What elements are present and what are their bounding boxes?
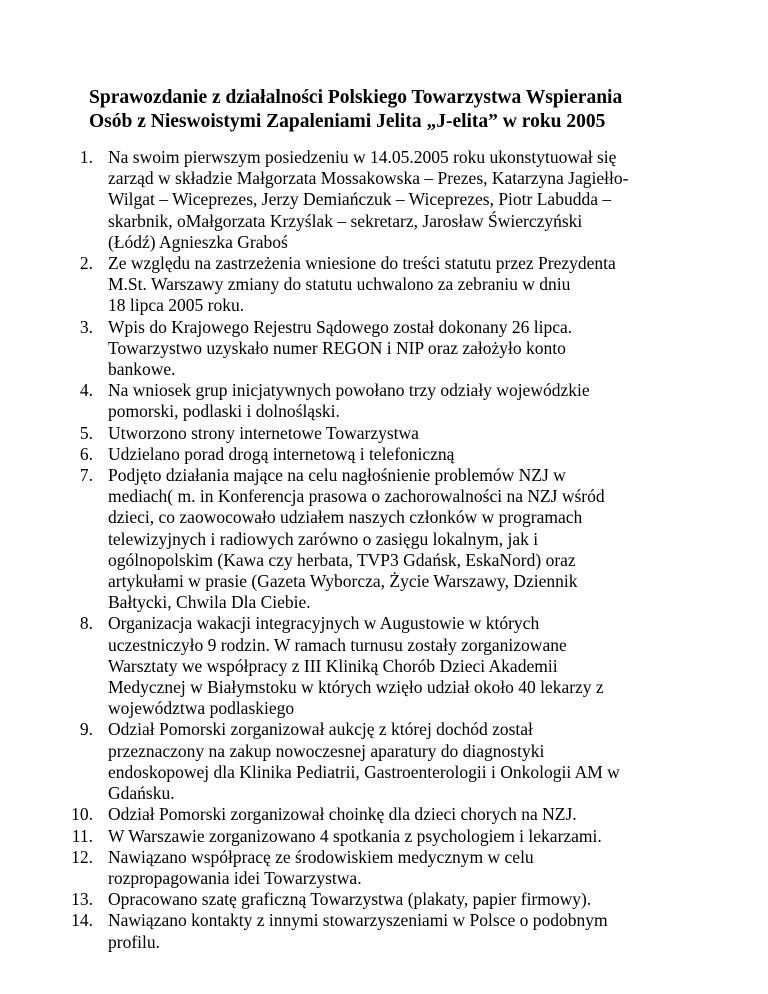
activity-item-text	[108, 317, 768, 381]
activity-item-text	[108, 253, 768, 317]
activity-item-line: Medycznej w Białymstoku w których wzięło udział około 40 lekarzy z	[108, 677, 604, 698]
activity-item-line: Odział Pomorski zorganizował choinkę dla dzieci chorych na NZJ.	[108, 804, 577, 825]
activity-item-text	[108, 444, 768, 465]
activity-item	[0, 253, 768, 317]
activity-item-line: Utworzono strony internetowe Towarzystwa	[108, 422, 419, 443]
activity-item-line: Wpis do Krajowego Rejestru Sądowego został dokonany 26 lipca.	[108, 316, 573, 337]
activity-item	[0, 826, 768, 847]
activity-item-line: bankowe.	[108, 359, 176, 380]
activity-item-text	[108, 423, 768, 444]
activity-item-text	[108, 380, 768, 422]
activity-item-line: Na swoim pierwszym posiedzeniu w 14.05.2005 roku ukonstytuował się	[108, 147, 617, 167]
activity-item-line: Nawiązano kontakty z innymi stowarzyszeniami w Polsce o podobnym	[108, 910, 608, 931]
activity-item-number: 12.	[71, 846, 93, 867]
activity-item	[0, 889, 768, 910]
activity-item-line: Bałtycki, Chwila Dla Ciebie.	[108, 592, 311, 613]
activity-item-number: 7.	[79, 465, 93, 486]
activity-item-line: endoskopowej dla Klinika Pediatrii, Gastroenterologii i Onkologii AM w	[108, 761, 620, 782]
activity-item-number: 6.	[79, 443, 93, 464]
activity-item-number: 10.	[71, 804, 93, 825]
activity-item	[0, 613, 768, 719]
activity-item-line: zarząd w składzie Małgorzata Mossakowska – Prezes, Katarzyna Jagiełło-	[108, 168, 629, 189]
activity-item-text	[108, 804, 768, 825]
activity-item-line: M.St. Warszawy zmiany do statutu uchwalono za zebraniu w dniu	[108, 274, 571, 295]
activity-item-text	[108, 910, 768, 952]
activity-item-line: W Warszawie zorganizowano 4 spotkania z psychologiem i lekarzami.	[108, 825, 602, 846]
activity-item-line: mediach( m. in Konferencja prasowa o zachorowalności na NZJ wśród	[108, 486, 605, 507]
activity-item-line: Organizacja wakacji integracyjnych w Augustowie w których	[108, 613, 540, 634]
activity-item-line: profilu.	[108, 931, 161, 952]
activity-item-line: Towarzystwo uzyskało numer REGON i NIP oraz założyło konto	[108, 337, 566, 358]
activity-item-number: 1.	[79, 147, 93, 167]
activity-item-text	[108, 613, 768, 719]
activity-item-line: Podjęto działania mające na celu nagłośnienie problemów NZJ w	[108, 465, 566, 486]
activity-item	[0, 910, 768, 952]
activity-item	[0, 380, 768, 422]
activity-item-line: skarbnik, oMałgorzata Krzyślak – sekretarz, Jarosław Świerczyński	[108, 210, 583, 231]
activity-item-number: 11.	[71, 825, 93, 846]
activity-item-line: 18 lipca 2005 roku.	[108, 295, 245, 316]
activity-item	[0, 465, 768, 613]
activity-item	[0, 719, 768, 804]
document-title-line: Sprawozdanie z działalności Polskiego Towarzystwa Wspierania	[89, 87, 623, 108]
activity-item	[0, 847, 768, 889]
activity-item-line: ogólnopolskim (Kawa czy herbata, TVP3 Gdańsk, EskaNord) oraz	[108, 549, 576, 570]
activity-item-number: 2.	[79, 253, 93, 274]
activity-item	[0, 317, 768, 381]
activity-list	[0, 147, 768, 953]
activity-item-line: Ze względu na zastrzeżenia wniesione do treści statutu przez Prezydenta	[108, 253, 616, 274]
activity-item-line: Gdańsku.	[108, 783, 175, 804]
activity-item-line: uczestniczyło 9 rodzin. W ramach turnusu zostały zorganizowane	[108, 634, 567, 655]
activity-item-line: Wilgat – Wiceprezes, Jerzy Demiańczuk – Wiceprezes, Piotr Labudda –	[108, 189, 612, 210]
activity-item	[0, 423, 768, 444]
activity-item-line: Opracowano szatę graficzną Towarzystwa (plakaty, papier firmowy).	[108, 889, 592, 910]
activity-item-line: Odział Pomorski zorganizował aukcję z której dochód został	[108, 719, 533, 740]
document-title	[89, 86, 709, 134]
activity-item-line: (Łódź) Agnieszka Graboś	[108, 231, 288, 252]
activity-item	[0, 804, 768, 825]
activity-item-text	[108, 826, 768, 847]
activity-item-number: 5.	[79, 422, 93, 443]
activity-item-line: telewizyjnych i radiowych zarówno o zasięgu lokalnym, jak i	[108, 528, 539, 549]
activity-item-line: pomorski, podlaski i dolnośląski.	[108, 401, 340, 422]
activity-item	[0, 444, 768, 465]
activity-item-line: Udzielano porad drogą internetową i telefoniczną	[108, 443, 455, 464]
activity-item-number: 8.	[79, 613, 93, 634]
activity-item-text	[108, 889, 768, 910]
activity-item-text	[108, 847, 768, 889]
activity-item-line: Na wniosek grup inicjatywnych powołano trzy odziały wojewódzkie	[108, 380, 590, 401]
activity-item-text	[108, 147, 768, 253]
activity-item-line: Warsztaty we współpracy z III Kliniką Chorób Dzieci Akademii	[108, 655, 558, 676]
activity-item	[0, 147, 768, 253]
activity-item-line: Nawiązano współpracę ze środowiskiem medycznym w celu	[108, 846, 534, 867]
activity-item-line: rozpropagowania idei Towarzystwa.	[108, 867, 362, 888]
activity-item-number: 4.	[79, 380, 93, 401]
activity-item-text	[108, 465, 768, 613]
activity-item-line: artykułami w prasie (Gazeta Wyborcza, Życie Warszawy, Dziennik	[108, 571, 578, 592]
activity-item-text	[108, 719, 768, 804]
document-title-line: Osób z Nieswoistymi Zapaleniami Jelita „J-elita” w roku 2005	[89, 111, 606, 132]
activity-item-number: 9.	[79, 719, 93, 740]
activity-item-line: przeznaczony na zakup nowoczesnej aparatury do diagnostyki	[108, 740, 545, 761]
activity-item-line: województwa podlaskiego	[108, 698, 295, 719]
activity-item-number: 13.	[71, 889, 93, 910]
activity-item-number: 14.	[71, 910, 93, 931]
activity-item-line: dzieci, co zaowocowało udziałem naszych członków w programach	[108, 507, 583, 528]
activity-item-number: 3.	[79, 316, 93, 337]
